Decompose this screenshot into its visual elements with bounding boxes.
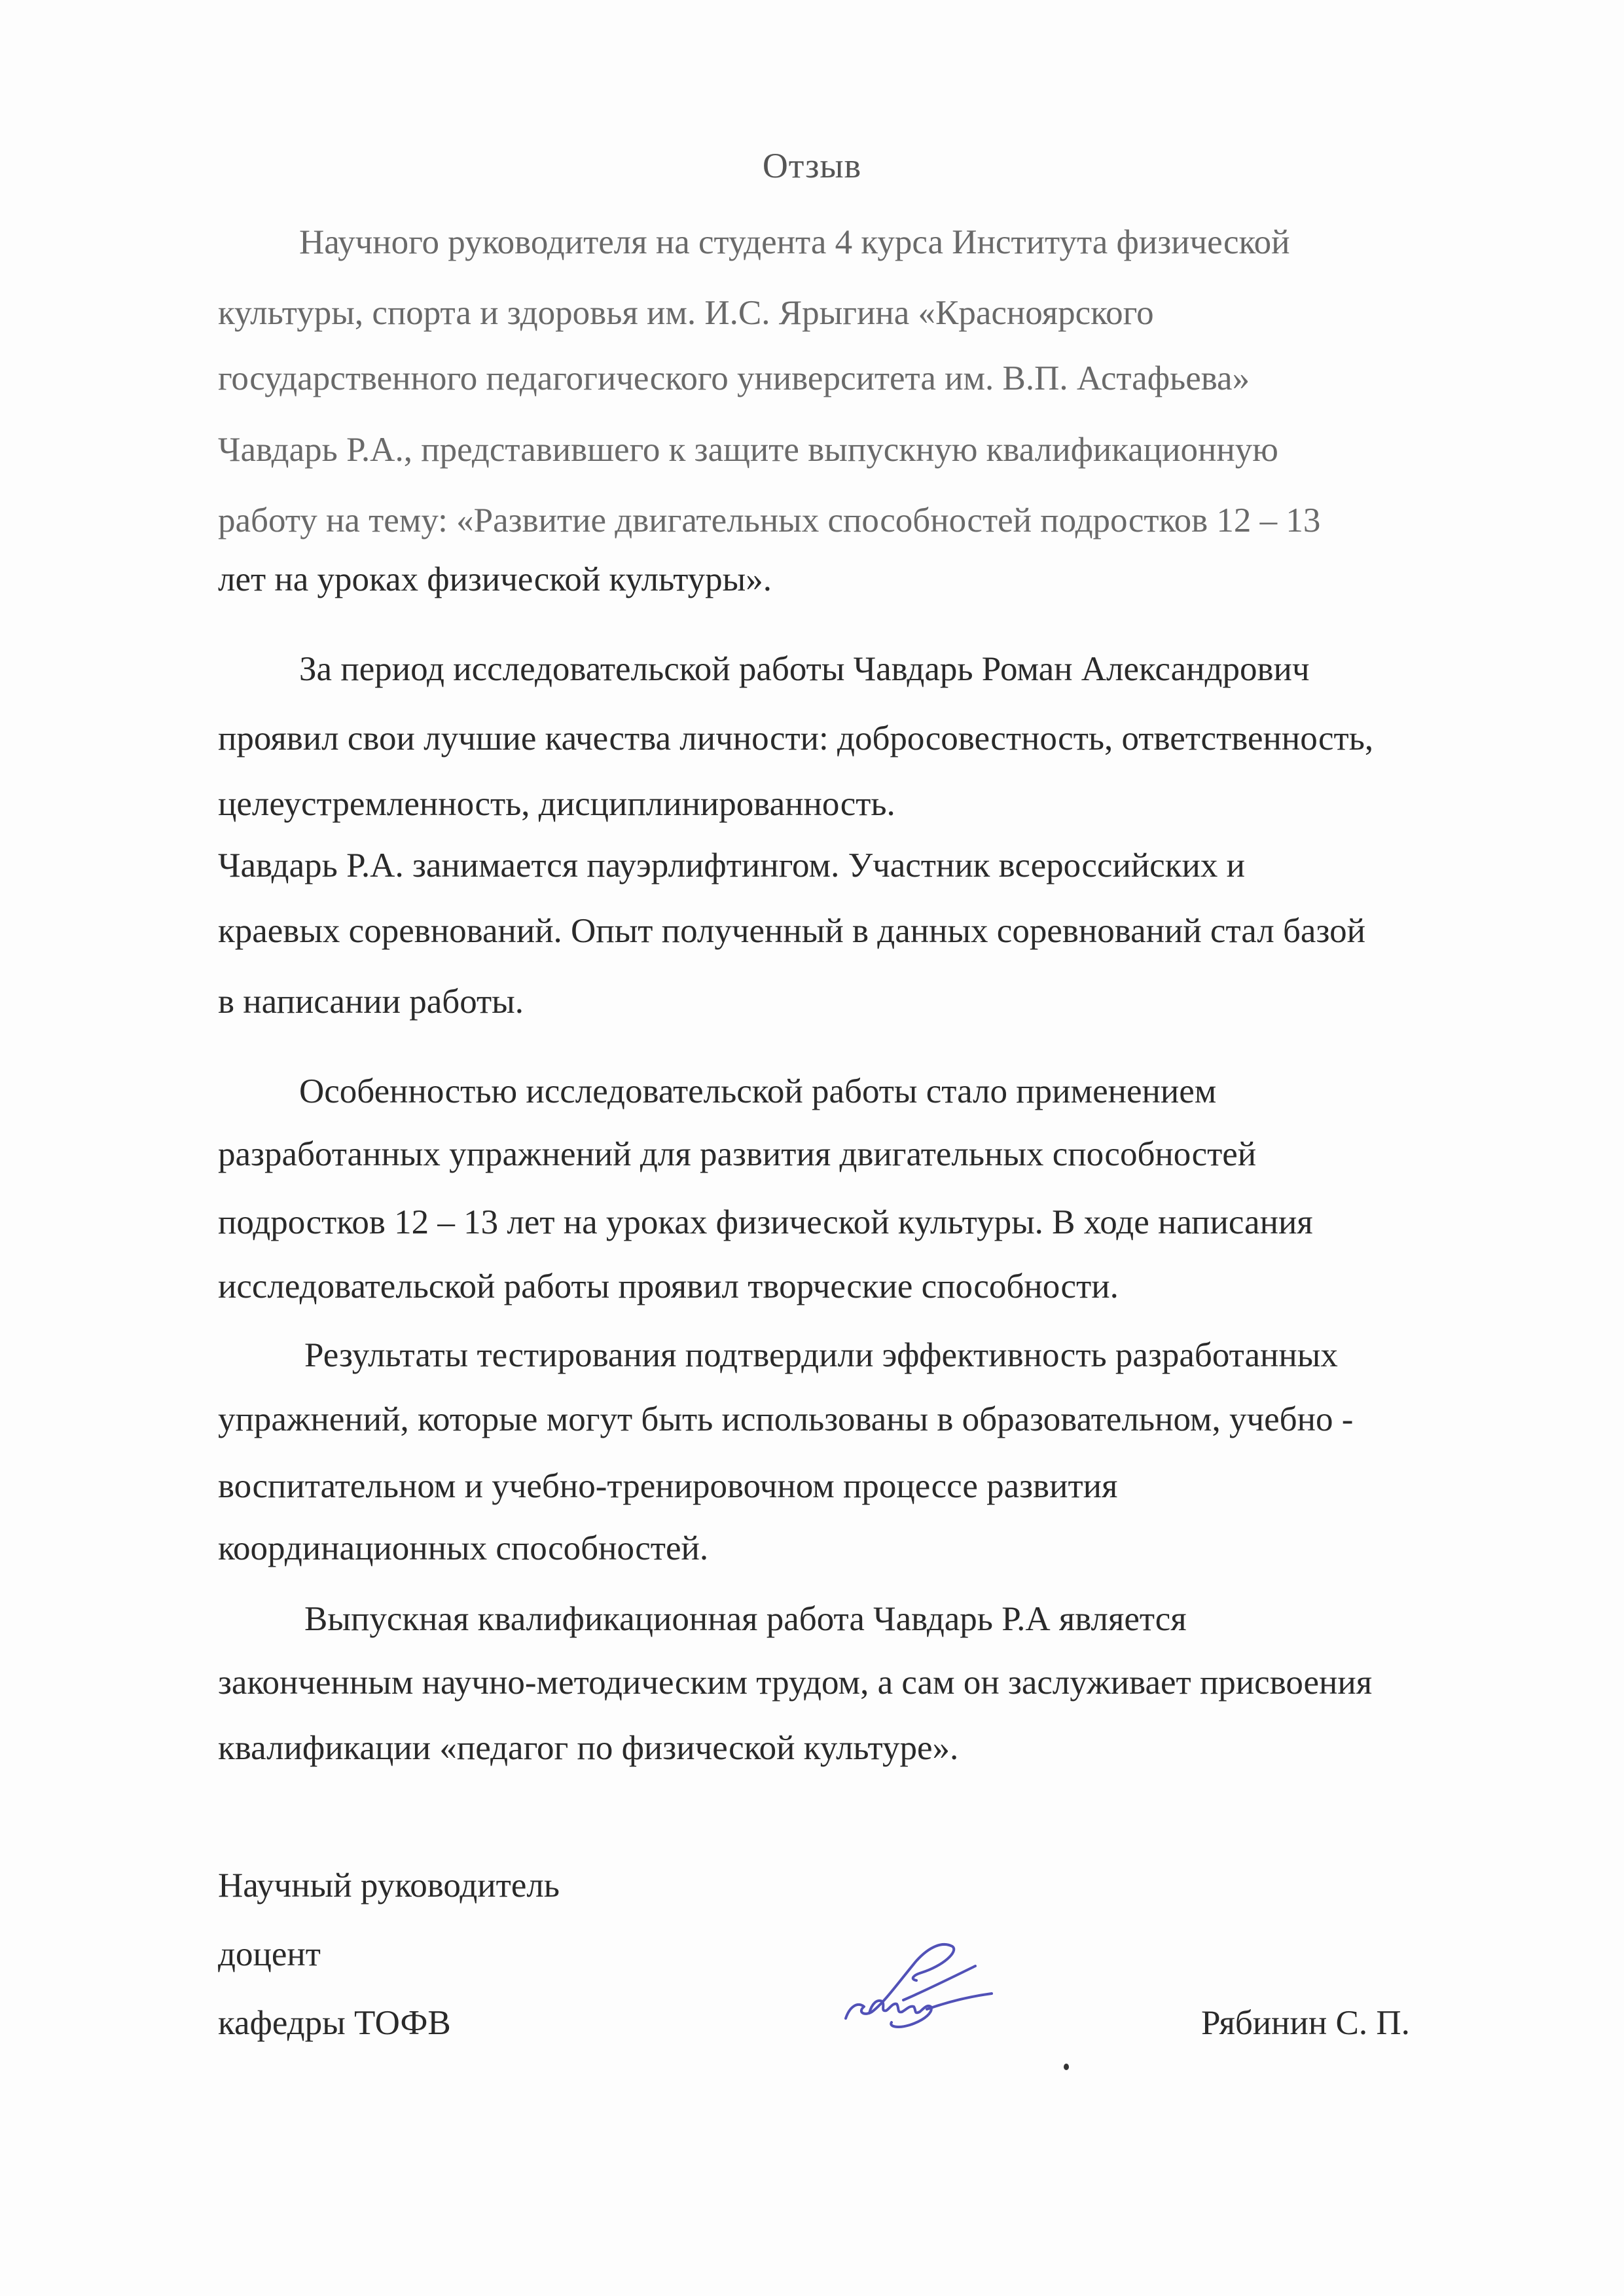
conclusion-line-3: квалификации «педагог по физической культуре». — [218, 1729, 959, 1767]
signature-stroke-4 — [927, 1994, 992, 2009]
signer-role: Научный руководитель — [218, 1867, 560, 1904]
intro-line-4: Чавдарь Р.А., представившего к защите выпускную квалификационную — [218, 431, 1278, 469]
signature-stroke-3 — [903, 1966, 975, 2000]
conclusion-line-2: законченным научно-методическим трудом, а сам он заслуживает присвоения — [218, 1664, 1373, 1702]
feature-line-1: Особенностью исследовательской работы стало применением — [299, 1072, 1217, 1110]
intro-line-6: лет на уроках физической культуры». — [218, 560, 772, 598]
results-line-3: воспитательном и учебно-тренировочном процессе развития — [218, 1467, 1118, 1505]
qualities-line-1: За период исследовательской работы Чавдарь Роман Александрович — [299, 650, 1310, 688]
handwritten-signature — [812, 1928, 1008, 2059]
scan-speck — [1064, 2064, 1069, 2070]
feature-line-2: разработанных упражнений для развития двигательных способностей — [218, 1135, 1257, 1173]
signer-position: доцент — [218, 1935, 321, 1973]
intro-line-1: Научного руководителя на студента 4 курса Института физической — [299, 223, 1290, 261]
results-line-4: координационных способностей. — [218, 1529, 709, 1567]
document-title: Отзыв — [762, 146, 862, 185]
signer-name: Рябинин С. П. — [1201, 2004, 1410, 2042]
results-line-1: Результаты тестирования подтвердили эффективность разработанных — [304, 1336, 1338, 1374]
intro-line-5: работу на тему: «Развитие двигательных способностей подростков 12 – 13 — [218, 501, 1321, 539]
qualities-line-3: целеустремленность, дисциплинированность. — [218, 785, 895, 823]
conclusion-line-1: Выпускная квалификационная работа Чавдарь Р.А является — [304, 1600, 1187, 1638]
qualities-line-2: проявил свои лучшие качества личности: добросовестность, ответственность, — [218, 720, 1374, 757]
qualities-line-6: в написании работы. — [218, 983, 524, 1021]
feature-line-3: подростков 12 – 13 лет на уроках физической культуры. В ходе написания — [218, 1203, 1313, 1241]
signature-stroke-1 — [846, 1944, 954, 2018]
intro-line-2: культуры, спорта и здоровья им. И.С. Ярыгина «Красноярского — [218, 294, 1154, 332]
feature-line-4: исследовательской работы проявил творческие способности. — [218, 1267, 1119, 1305]
qualities-line-4: Чавдарь Р.А. занимается пауэрлифтингом. Участник всероссийских и — [218, 847, 1245, 884]
results-line-2: упражнений, которые могут быть использованы в образовательном, учебно - — [218, 1400, 1354, 1438]
intro-line-3: государственного педагогического университета им. В.П. Астафьева» — [218, 359, 1250, 397]
signer-department: кафедры ТОФВ — [218, 2004, 451, 2042]
qualities-line-5: краевых соревнований. Опыт полученный в данных соревнований стал базой — [218, 912, 1365, 950]
